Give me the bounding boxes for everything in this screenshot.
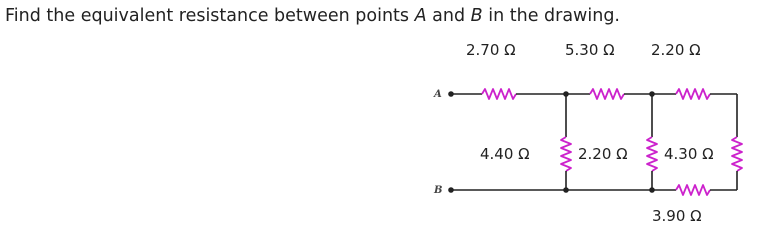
- resistor-vert-3: [732, 137, 742, 171]
- label-r-vert-3: 4.30 Ω: [664, 145, 714, 163]
- point-a-ref: A: [414, 6, 427, 26]
- question-suffix: in the drawing.: [482, 6, 620, 26]
- question-prefix: Find the equivalent resistance between points: [5, 6, 415, 26]
- resistor-top-2: [590, 89, 624, 99]
- terminal-a-label: A: [434, 89, 442, 100]
- label-r-vert-1: 4.40 Ω: [480, 145, 530, 163]
- resistor-bottom: [676, 185, 710, 195]
- resistor-vert-2: [647, 137, 657, 171]
- resistor-vert-1: [561, 137, 571, 171]
- resistor-top-3: [676, 89, 710, 99]
- label-r-top-3: 2.20 Ω: [651, 41, 701, 59]
- label-r-vert-2: 2.20 Ω: [578, 145, 628, 163]
- terminal-b-label: B: [434, 185, 443, 196]
- resistor-top-1: [482, 89, 516, 99]
- junction-bottom-1: [563, 187, 569, 193]
- label-r-top-1: 2.70 Ω: [466, 41, 516, 59]
- label-r-bottom: 3.90 Ω: [652, 207, 702, 225]
- junction-bottom-2: [649, 187, 655, 193]
- question-middle: and: [426, 6, 471, 26]
- label-r-top-2: 5.30 Ω: [565, 41, 615, 59]
- point-b-ref: B: [470, 6, 483, 26]
